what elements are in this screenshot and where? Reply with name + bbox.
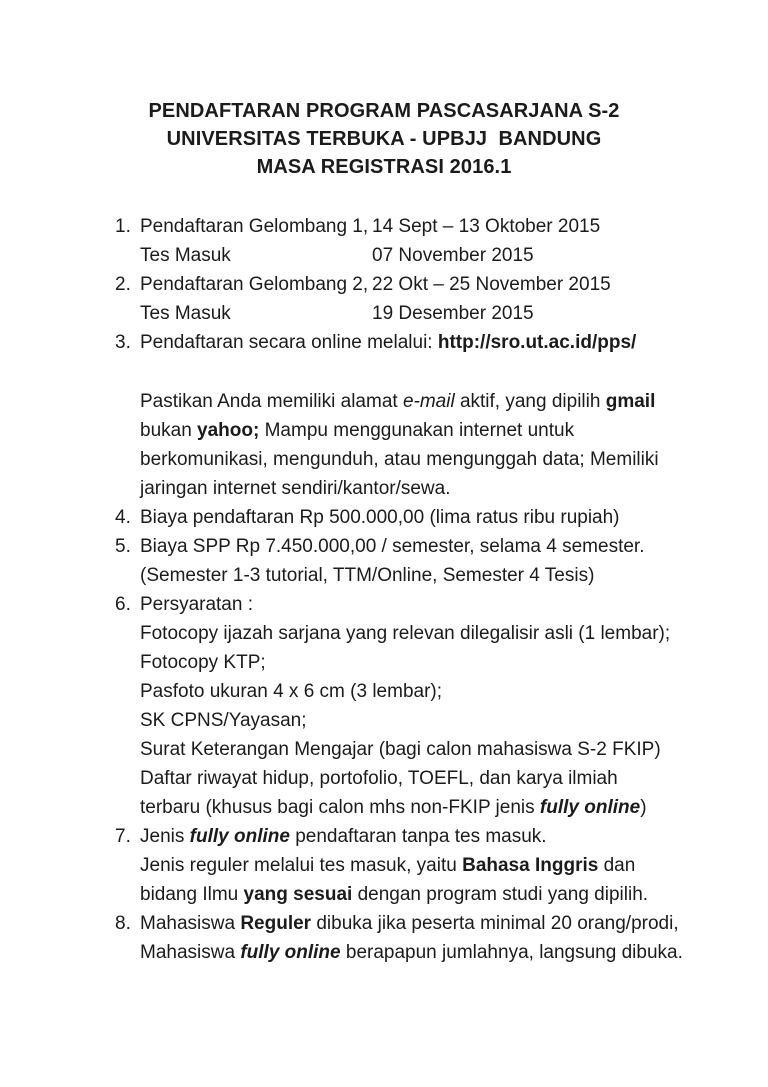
text-segment: 19 Desember 2015 [372, 303, 534, 324]
text-line [140, 851, 738, 880]
blank-line [140, 357, 738, 387]
text-segment: dibuka jika peserta minimal 20 orang/prodi, [311, 913, 679, 934]
item-number: 8. [115, 913, 131, 934]
text-line [140, 270, 738, 299]
text-segment: 07 November 2015 [372, 245, 534, 266]
title-line-2: UNIVERSITAS TERBUKA - UPBJJ BANDUNG [166, 128, 602, 150]
text-segment: Tes Masuk [140, 245, 231, 266]
text-segment: pendaftaran tanpa tes masuk. [289, 826, 547, 847]
text-line [140, 735, 738, 764]
list-item [115, 590, 738, 822]
text-segment: gmail [605, 391, 656, 412]
text-segment: bidang Ilmu [140, 884, 244, 905]
text-segment: Persyaratan : [140, 594, 253, 615]
list-item [115, 328, 738, 503]
text-segment: http://sro.ut.ac.id/pps/ [437, 332, 637, 353]
text-line [140, 619, 738, 648]
item-number: 7. [115, 826, 131, 847]
text-segment: 14 Sept – 13 Oktober 2015 [372, 216, 601, 237]
document-title [0, 97, 768, 181]
text-segment: Tes Masuk [140, 303, 231, 324]
numbered-list [0, 212, 768, 967]
text-segment: Pendaftaran Gelombang 1, [140, 216, 369, 237]
list-item [115, 532, 738, 590]
text-line [140, 648, 738, 677]
text-line [140, 474, 738, 503]
text-segment: Mahasiswa [140, 942, 241, 963]
list-item [115, 212, 738, 270]
text-segment: Daftar riwayat hidup, portofolio, TOEFL, dan karya ilmiah [140, 768, 618, 789]
item-number: 5. [115, 536, 131, 557]
text-segment: fully online [240, 942, 341, 963]
text-segment: Biaya SPP Rp 7.450.000,00 / semester, selama 4 semester. [140, 536, 645, 557]
title-line-1: PENDAFTARAN PROGRAM PASCASARJANA S-2 [148, 100, 620, 122]
text-segment: yang sesuai [243, 884, 353, 905]
text-segment: Bahasa Inggris [462, 855, 599, 876]
item-body [140, 532, 738, 590]
text-line [140, 387, 738, 416]
text-line [140, 677, 738, 706]
value-column [372, 274, 611, 295]
text-line [140, 299, 738, 328]
text-segment: Jenis reguler melalui tes masuk, yaitu [140, 855, 463, 876]
text-segment: jaringan internet sendiri/kantor/sewa. [140, 478, 451, 499]
text-segment: Mampu menggunakan internet untuk [259, 420, 575, 441]
list-item [115, 503, 738, 532]
item-body [140, 590, 738, 822]
text-line [140, 909, 738, 938]
text-line [140, 822, 738, 851]
list-item [115, 822, 738, 909]
item-number: 6. [115, 594, 131, 615]
text-segment: berapapun jumlahnya, langsung dibuka. [340, 942, 683, 963]
item-number: 4. [115, 507, 131, 528]
text-line [140, 706, 738, 735]
label-column [140, 270, 372, 299]
text-line [140, 764, 738, 793]
text-line [140, 416, 738, 445]
text-line [140, 561, 738, 590]
text-segment: aktif, yang dipilih [454, 391, 606, 412]
text-segment: ) [640, 797, 647, 818]
text-line [140, 445, 738, 474]
text-line [140, 503, 738, 532]
text-segment: Fotocopy KTP; [140, 652, 266, 673]
text-line [140, 938, 738, 967]
text-line [140, 590, 738, 619]
text-line [140, 532, 738, 561]
list-item [115, 909, 738, 967]
item-number: 1. [115, 216, 131, 237]
label-column [140, 212, 372, 241]
text-segment: Fotocopy ijazah sarjana yang relevan dilegalisir asli (1 lembar); [140, 623, 671, 644]
text-line [140, 793, 738, 822]
item-body [140, 270, 738, 328]
text-segment: bukan [140, 420, 198, 441]
text-segment: Pastikan Anda memiliki alamat [140, 391, 403, 412]
value-column [372, 303, 534, 324]
text-segment: Surat Keterangan Mengajar (bagi calon mahasiswa S-2 FKIP) [140, 739, 661, 760]
text-segment: 22 Okt – 25 November 2015 [372, 274, 611, 295]
label-column [140, 299, 372, 328]
item-number: 3. [115, 332, 131, 353]
text-segment: Biaya pendaftaran Rp 500.000,00 (lima ratus ribu rupiah) [140, 507, 620, 528]
text-line [140, 212, 738, 241]
item-body [140, 909, 738, 967]
text-segment: (Semester 1-3 tutorial, TTM/Online, Semester 4 Tesis) [140, 565, 595, 586]
text-segment: berkomunikasi, mengunduh, atau mengunggah data; Memiliki [140, 449, 659, 470]
text-segment: dengan program studi yang dipilih. [352, 884, 649, 905]
text-segment: SK CPNS/Yayasan; [140, 710, 307, 731]
value-column [372, 245, 534, 266]
item-body [140, 328, 738, 503]
title-line-3: MASA REGISTRASI 2016.1 [256, 156, 512, 178]
text-segment: fully online [539, 797, 641, 818]
text-segment: terbaru (khusus bagi calon mhs non-FKIP jenis [140, 797, 540, 818]
text-segment: Jenis [140, 826, 190, 847]
text-segment: yahoo; [197, 420, 260, 441]
text-segment: fully online [189, 826, 290, 847]
text-segment: Reguler [240, 913, 312, 934]
item-number: 2. [115, 274, 131, 295]
text-line [140, 880, 738, 909]
text-segment: Mahasiswa [140, 913, 241, 934]
text-segment: e-mail [402, 391, 455, 412]
text-segment: dan [598, 855, 636, 876]
item-body [140, 503, 738, 532]
text-segment: Pendaftaran Gelombang 2, [140, 274, 369, 295]
text-line [140, 328, 738, 357]
text-segment: Pendaftaran secara online melalui: [140, 332, 438, 353]
text-line [140, 241, 738, 270]
item-body [140, 822, 738, 909]
text-segment: Pasfoto ukuran 4 x 6 cm (3 lembar); [140, 681, 443, 702]
item-body [140, 212, 738, 270]
label-column [140, 241, 372, 270]
list-item [115, 270, 738, 328]
value-column [372, 216, 600, 237]
